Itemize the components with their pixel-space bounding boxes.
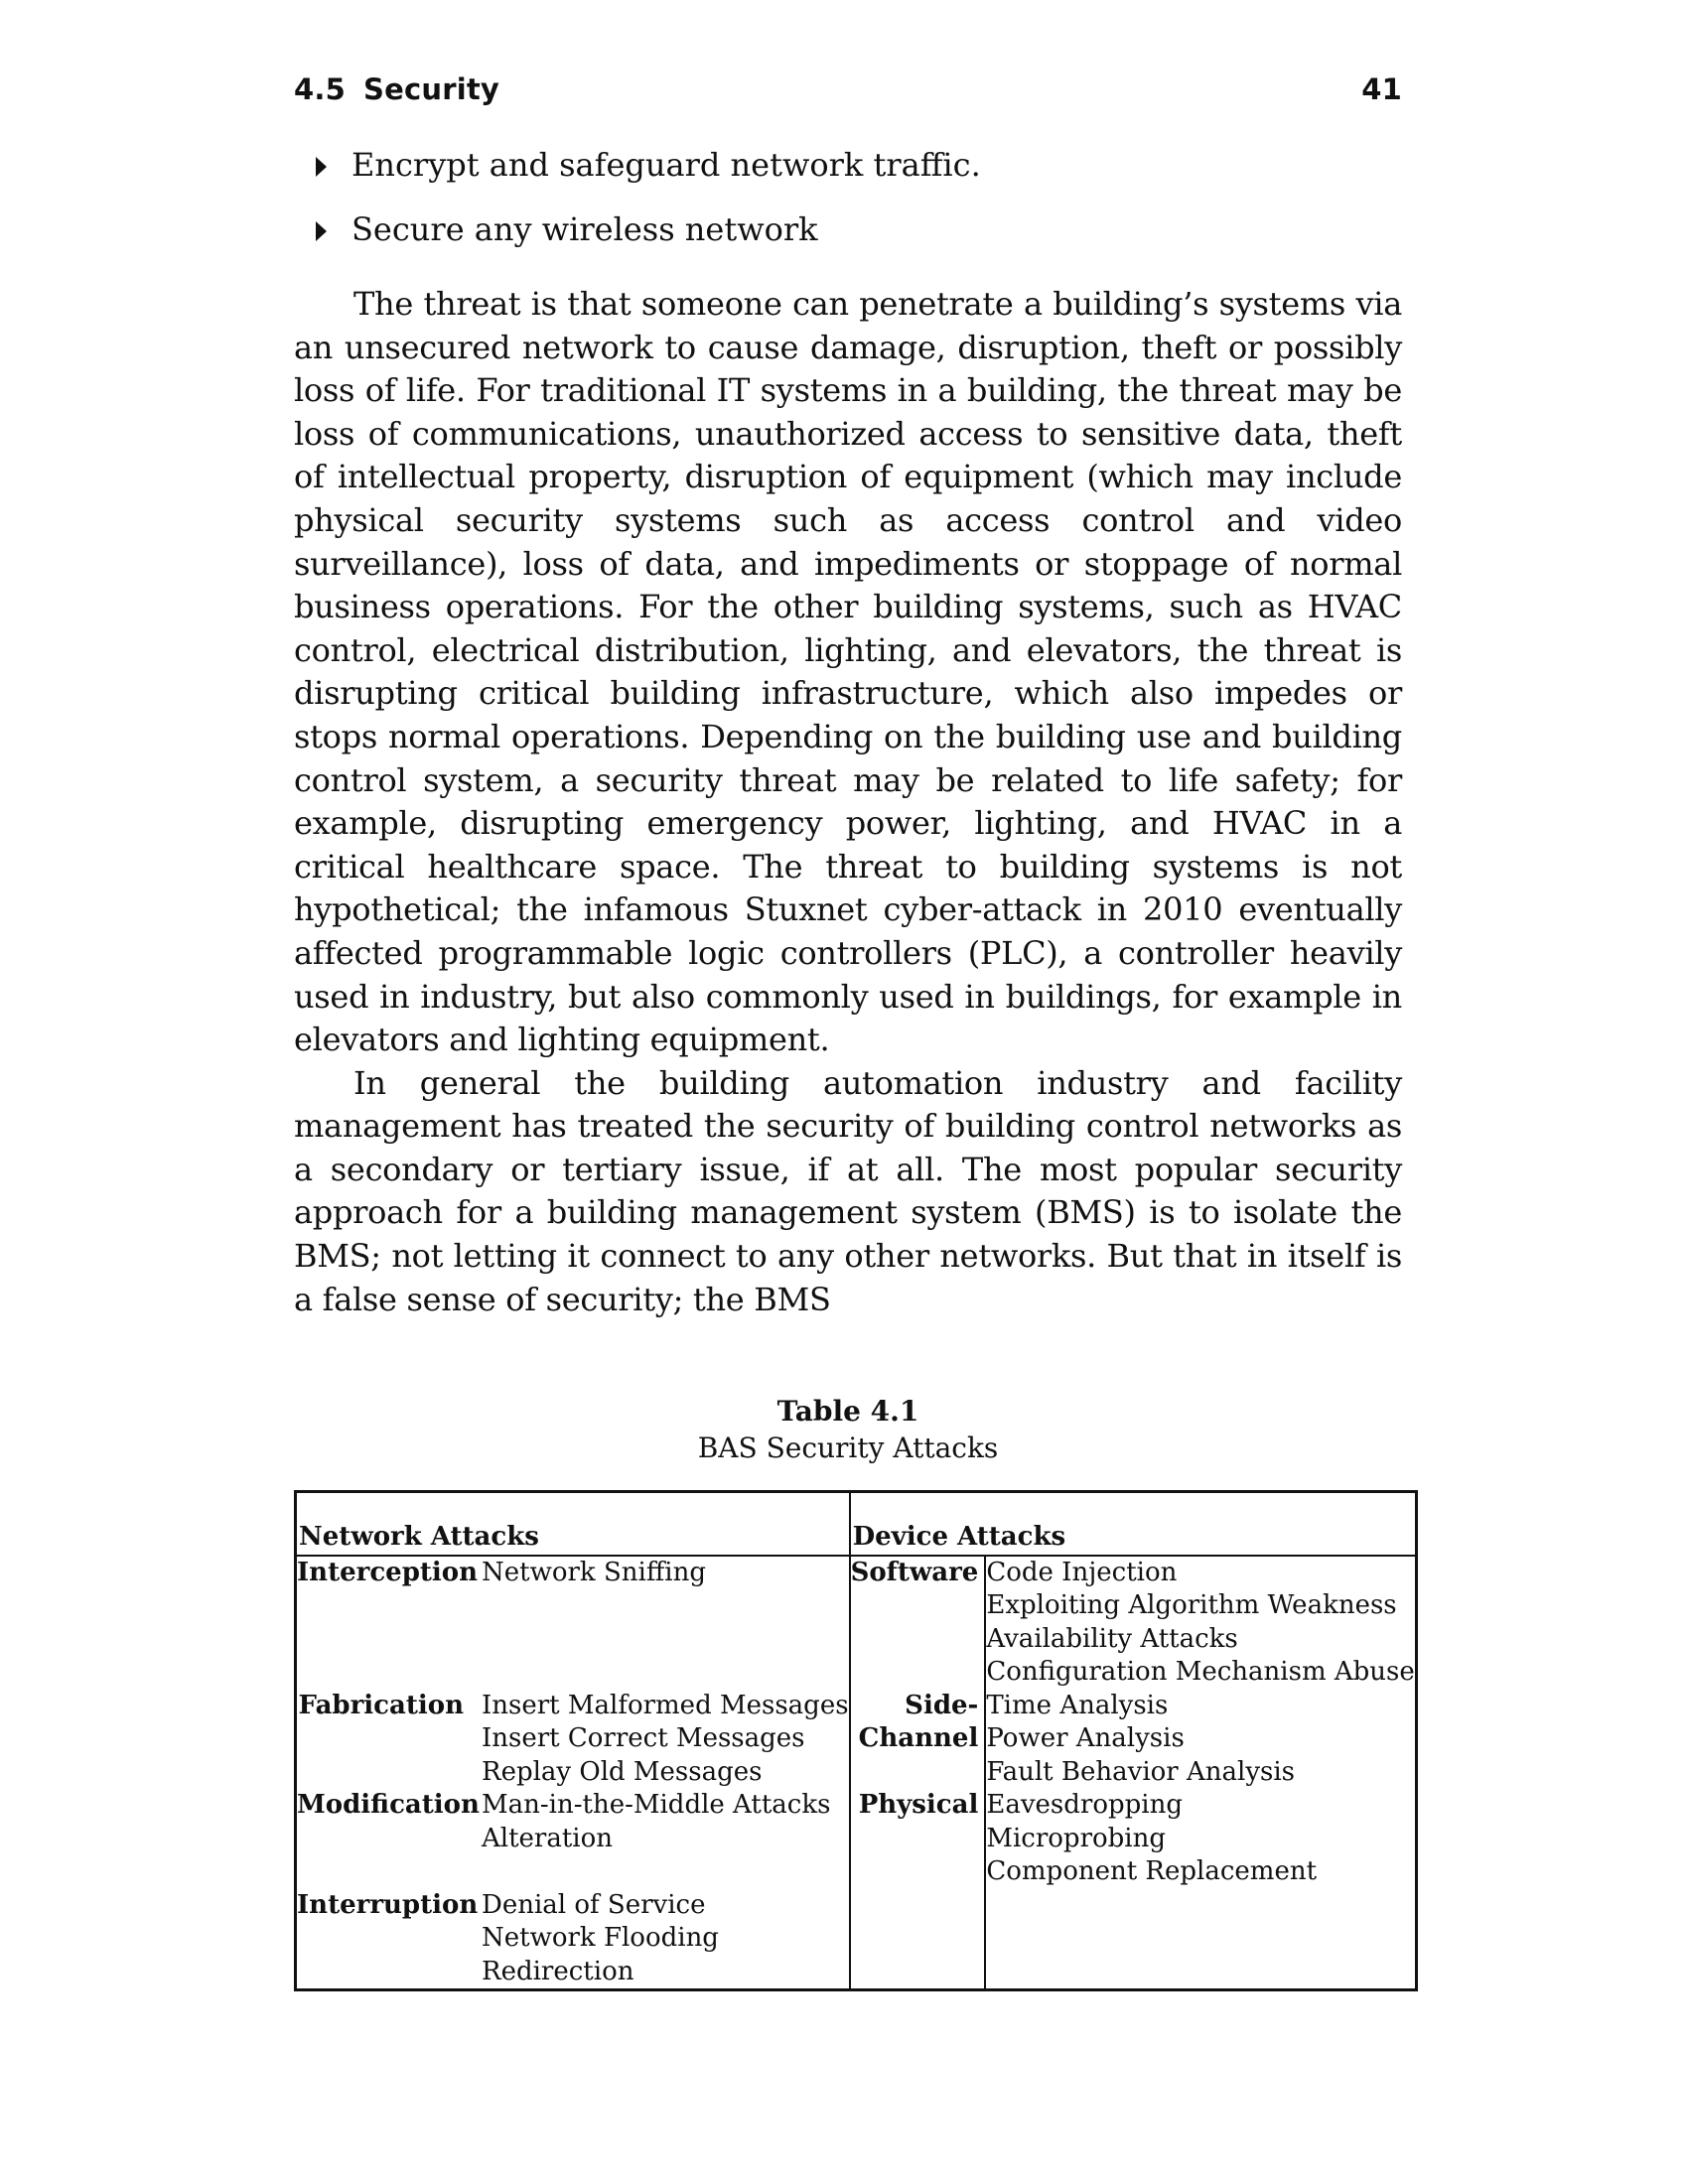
list-item xyxy=(294,143,1402,187)
attack-item: Redirection xyxy=(482,1956,634,1986)
table-header-row xyxy=(296,1492,1417,1556)
attack-item: Network Flooding xyxy=(482,1923,719,1954)
bullet-text: Encrypt and safeguard network traffic. xyxy=(352,146,981,184)
table-label: Table 4.1 xyxy=(776,1395,919,1429)
attack-item: Availability Attacks xyxy=(986,1623,1238,1654)
table-title: BAS Security Attacks xyxy=(697,1432,999,1465)
category-label: Physical xyxy=(858,1790,979,1821)
category-fabrication: Fabrication xyxy=(298,1690,464,1720)
attack-item: Man-in-the-Middle Attacks xyxy=(482,1790,831,1821)
table-body-row xyxy=(296,1556,1417,1990)
bullet-icon xyxy=(316,221,327,241)
page xyxy=(294,69,1415,1991)
interruption-group xyxy=(297,1889,849,1989)
category-software xyxy=(851,1557,985,1690)
category-side-channel xyxy=(851,1690,985,1790)
attack-item: Eavesdropping xyxy=(986,1790,1183,1821)
attack-item: Exploiting Algorithm Weakness xyxy=(986,1590,1397,1621)
attack-item: Configuration Mechanism Abuse xyxy=(986,1657,1415,1688)
attack-item: Alteration xyxy=(482,1823,614,1853)
attack-item: Microprobing xyxy=(986,1823,1166,1853)
attack-item: Time Analysis xyxy=(986,1690,1169,1720)
modification-group xyxy=(297,1789,849,1855)
bullet-list xyxy=(294,143,1402,251)
attack-item: Insert Correct Messages xyxy=(482,1723,805,1754)
device-items-cell xyxy=(985,1556,1416,1990)
category-physical xyxy=(851,1789,985,1823)
category-interruption: Interruption xyxy=(297,1889,479,1920)
category-label: Channel xyxy=(858,1723,979,1754)
interception-group xyxy=(297,1557,849,1657)
section-title: Security xyxy=(363,72,499,106)
device-attacks-header: Device Attacks xyxy=(850,1492,1417,1556)
attack-item: Component Replacement xyxy=(986,1856,1318,1887)
network-attacks-cell xyxy=(296,1556,850,1990)
list-item xyxy=(294,207,1402,251)
attack-item: Replay Old Messages xyxy=(482,1756,763,1787)
category-interception: Interception xyxy=(297,1557,478,1587)
bullet-icon xyxy=(316,157,327,177)
running-header xyxy=(294,69,1402,109)
attack-item: Code Injection xyxy=(986,1557,1178,1587)
attack-item: Fault Behavior Analysis xyxy=(986,1756,1296,1787)
section-number: 4.5 xyxy=(294,72,346,106)
attack-item: Insert Malformed Messages xyxy=(482,1690,849,1720)
security-attacks-table xyxy=(294,1490,1418,1991)
device-categories-cell xyxy=(850,1556,986,1990)
attack-item: Denial of Service xyxy=(482,1889,706,1920)
paragraph-industry: In general the building automation industry and facility management has treated the security of building control networks as a secondary or tertiary issue, if at all. The most popular security approach for a building management system (BMS) is to isolate the BMS; not letting it connect to any other networks. But that in itself is a false sense of security; the BMS xyxy=(294,1063,1402,1318)
table-caption xyxy=(294,1393,1402,1466)
category-label: Side- xyxy=(905,1690,979,1720)
category-label: Software xyxy=(850,1557,979,1587)
attack-item: Power Analysis xyxy=(986,1723,1185,1754)
bullet-text: Secure any wireless network xyxy=(352,210,818,248)
category-modification: Modification xyxy=(297,1790,480,1821)
paragraph-threat: The threat is that someone can penetrate a building’s systems via an unsecured network to cause damage, disruption, theft or possibly loss of life. For traditional IT systems in a building, the threat may be loss of communications, unauthorized access to sensitive data, theft of intellectual property, disruption of equipment (which may include physical security systems such as access control and video surveillance), loss of data, and impediments or stoppage of normal business operations. For the other building systems, such as HVAC control, electrical distribution, lighting, and elevators, the threat is disrupting critical building infrastructure, which also impedes or stops normal operations. Depending on the building use and building control system, a security threat may be related to life safety; for example, disrupting emergency power, lighting, and HVAC in a critical healthcare space. The threat to building systems is not hypothetical; the infamous Stuxnet cyber-attack in 2010 eventually affected programmable logic controllers (PLC), a controller heavily used in industry, but also commonly used in buildings, for example in elevators and lighting equipment. xyxy=(294,285,1402,1059)
network-attacks-header: Network Attacks xyxy=(296,1492,850,1556)
page-number: 41 xyxy=(1361,72,1402,106)
attack-item: Network Sniffing xyxy=(482,1557,706,1587)
fabrication-group xyxy=(297,1690,849,1790)
